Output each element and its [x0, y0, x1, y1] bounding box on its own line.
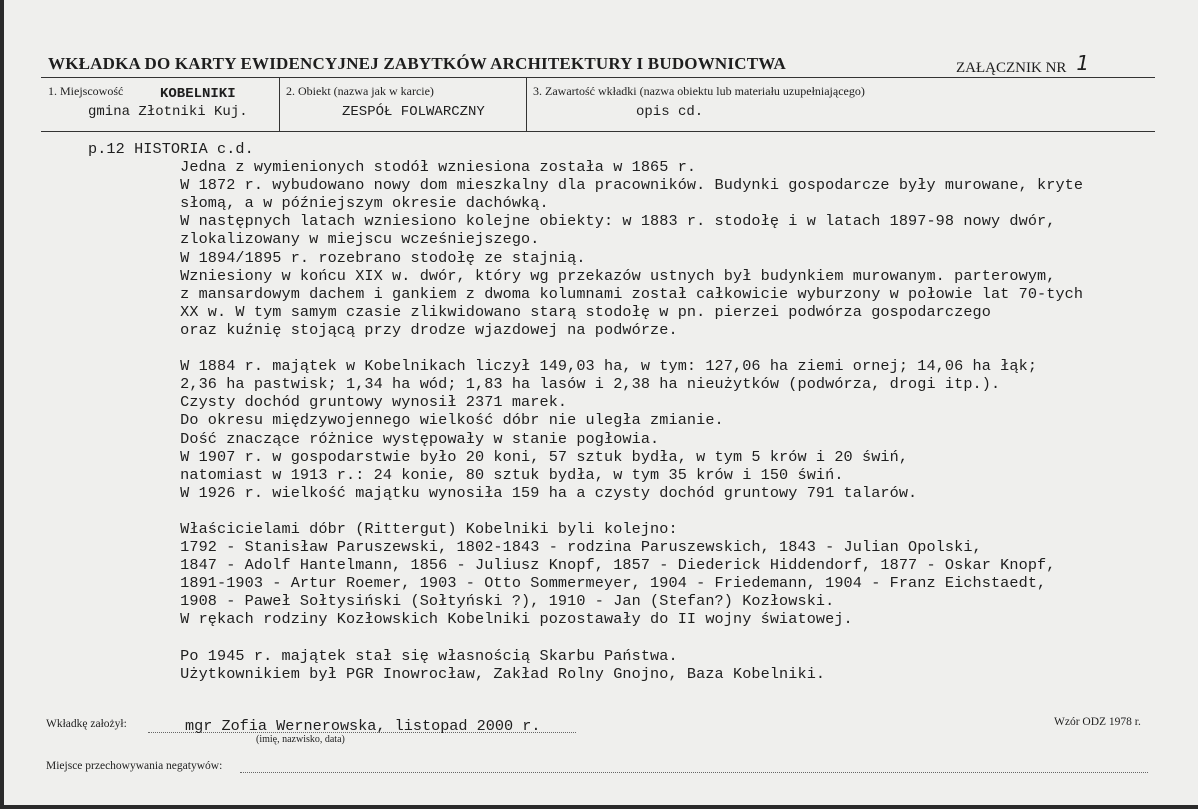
text-line: zlokalizowany w miejscu wcześniejszego.	[88, 230, 540, 249]
text-line: p.12 HISTORIA c.d.	[88, 140, 254, 158]
text-line: Do okresu międzywojennego wielkość dóbr nie uległa zmianie.	[88, 411, 724, 430]
annex-label: ZAŁĄCZNIK NR	[956, 60, 1067, 76]
text-line: W 1872 r. wybudowano nowy dom mieszkalny dla pracowników. Budynki gospodarcze były murowane, kryte	[88, 176, 1084, 195]
table-divider-1	[279, 78, 280, 131]
table-bottom-rule	[41, 131, 1155, 132]
text-line: 1908 - Paweł Sołtysiński (Sołtyński ?), 1910 - Jan (Stefan?) Kozłowski.	[88, 592, 835, 611]
negatives-dotted-line	[240, 772, 1148, 773]
table-divider-2	[526, 78, 527, 131]
content-value: opis cd.	[636, 104, 704, 120]
location-sub-value: gmina Złotniki Kuj.	[88, 104, 248, 120]
annex-number: 1	[1076, 51, 1090, 75]
text-line: Użytkownikiem był PGR Inowrocław, Zakład Rolny Gnojno, Baza Kobelniki.	[88, 664, 826, 683]
text-line: Wzniesiony w końcu XIX w. dwór, który wg przekazów ustnych był budynkiem murowanym. parterowym,	[88, 266, 1056, 285]
author-hint: (imię, nazwisko, data)	[256, 734, 345, 745]
scan-edge-bottom	[0, 805, 1198, 809]
text-line: 1847 - Adolf Hantelmann, 1856 - Juliusz Knopf, 1857 - Diederick Hiddendorf, 1877 - Oskar Knopf,	[88, 556, 1056, 575]
text-line: z mansardowym dachem i gankiem z dwoma kolumnami został całkowicie wyburzony w połowie lat 70-tych	[88, 284, 1084, 303]
object-label: 2. Obiekt (nazwa jak w karcie)	[286, 84, 434, 98]
text-line: Jedna z wymienionych stodół wzniesiona została w 1865 r.	[88, 158, 697, 177]
negatives-label: Miejsce przechowywania negatywów:	[46, 760, 223, 772]
text-line	[88, 629, 1083, 647]
text-line: Po 1945 r. majątek stał się własnością Skarbu Państwa.	[88, 646, 678, 665]
history-text	[88, 140, 1083, 683]
text-line: W 1894/1895 r. rozebrano stodołę ze stajnią.	[88, 248, 586, 267]
location-value: KOBELNIKI	[160, 86, 236, 102]
form-code: Wzór ODZ 1978 r.	[1054, 716, 1141, 728]
text-line: W rękach rodziny Kozłowskich Kobelniki pozostawały do II wojny światowej.	[88, 610, 853, 629]
author-label: Wkładkę założył:	[46, 718, 127, 730]
text-line: Właścicielami dóbr (Rittergut) Kobelniki byli kolejno:	[88, 519, 678, 538]
text-line: W następnych latach wzniesiono kolejne obiekty: w 1883 r. stodołę i w latach 1897-98 nowy dwór,	[88, 212, 1056, 231]
text-line: W 1884 r. majątek w Kobelnikach liczył 149,03 ha, w tym: 127,06 ha ziemi ornej; 14,06 ha łąk;	[88, 357, 1038, 376]
table-top-rule	[41, 77, 1155, 78]
author-value: mgr Zofia Wernerowska, listopad 2000 r.	[185, 717, 541, 735]
text-line: natomiast w 1913 r.: 24 konie, 80 sztuk bydła, w tym 35 krów i 150 świń.	[88, 465, 844, 484]
text-line: Czysty dochód gruntowy wynosił 2371 marek.	[88, 393, 568, 412]
text-line: Dość znaczące różnice występowały w stanie pogłowia.	[88, 429, 660, 448]
text-line: słomą, a w późniejszym okresie dachówką.	[88, 194, 549, 213]
text-line: 1891-1903 - Artur Roemer, 1903 - Otto Sommermeyer, 1904 - Friedemann, 1904 - Franz Eichstaedt,	[88, 574, 1047, 593]
document-title: WKŁADKA DO KARTY EWIDENCYJNEJ ZABYTKÓW ARCHITEKTURY I BUDOWNICTWA	[48, 54, 787, 73]
text-line: oraz kuźnię stojącą przy drodze wjazdowej na podwórze.	[88, 320, 678, 339]
annex-marker	[956, 53, 1089, 77]
text-line: W 1926 r. wielkość majątku wynosiła 159 ha a czysty dochód gruntowy 791 talarów.	[88, 483, 918, 502]
text-line	[88, 502, 1083, 520]
text-line: XX w. W tym samym czasie zlikwidowano starą stodołę w pn. pierzei podwórza gospodarczego	[88, 302, 991, 321]
text-line: W 1907 r. w gospodarstwie było 20 koni, 57 sztuk bydła, w tym 5 krów i 20 świń,	[88, 447, 909, 466]
text-line: 1792 - Stanisław Paruszewski, 1802-1843 - rodzina Paruszewskich, 1843 - Julian Opolski,	[88, 538, 982, 557]
text-line: 2,36 ha pastwisk; 1,34 ha wód; 1,83 ha lasów i 2,38 ha nieużytków (podwórza, drogi itp.).	[88, 375, 1001, 394]
scan-edge-left	[0, 0, 4, 809]
content-label: 3. Zawartość wkładki (nazwa obiektu lub materiału uzupełniającego)	[533, 84, 865, 98]
text-line	[88, 339, 1083, 357]
object-value: ZESPÓŁ FOLWARCZNY	[342, 104, 485, 120]
location-label: 1. Miejscowość	[48, 84, 124, 98]
